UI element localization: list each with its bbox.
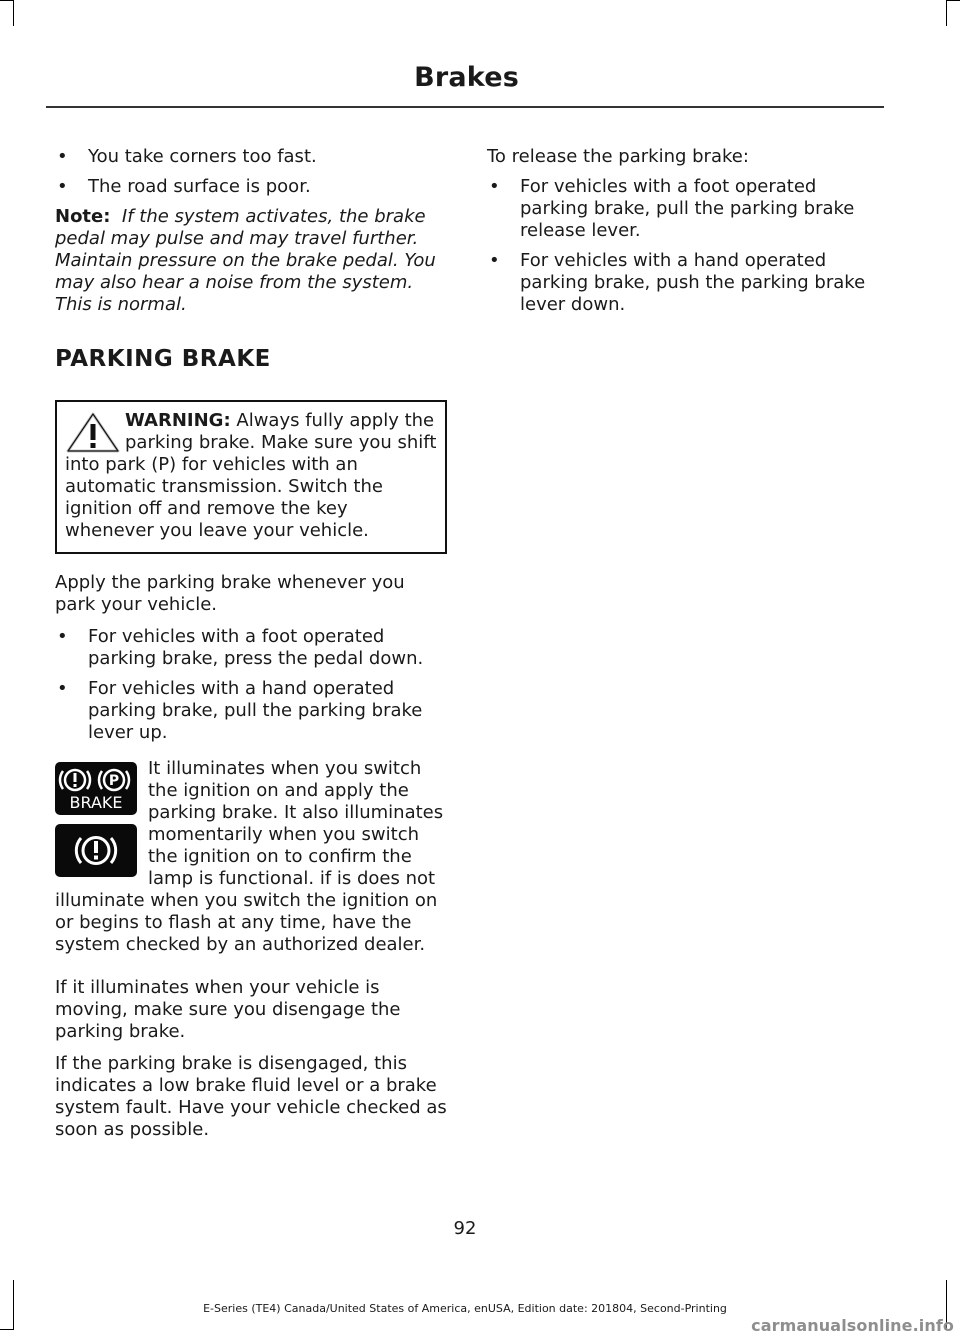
paragraph: If the parking brake is disengaged, this indicates a low brake fluid level or a brake system fault. Have your vehicle checked as soon as possible. <box>55 1053 447 1140</box>
list-item-text: For vehicles with a foot operated parking brake, press the pedal down. <box>88 626 424 669</box>
warning-text: Always fully apply the parking brake. Make sure you shift into park (P) for vehicles with an automatic transmission. Switch the ignition off and remove the key whenever you leave your vehicle. <box>65 410 437 541</box>
page-number: 92 <box>453 1218 477 1239</box>
list-item-text: You take corners too fast. <box>88 146 317 167</box>
list-item: • For vehicles with a hand operated parking brake, pull the parking brake lever up. <box>57 678 423 743</box>
warning-box <box>55 400 447 554</box>
warning-label: WARNING: <box>125 410 231 431</box>
list-item-text: For vehicles with a hand operated parking brake, push the parking brake lever down. <box>520 250 866 315</box>
edition-info: E-Series (TE4) Canada/United States of America, enUSA, Edition date: 201804, Second-Printing <box>203 1302 727 1315</box>
note <box>55 206 447 316</box>
paragraph: It illuminates when you switch the ignition on and apply the parking brake. It also illuminates momentarily when you switch the ignition on to confirm the lamp is functional. if is does not illuminate when you switch the ignition on or begins to flash at any time, have the system checked by an authorized dealer. <box>55 758 444 955</box>
crop-mark <box>13 0 14 26</box>
left-column <box>55 146 447 1151</box>
header-divider <box>46 106 884 108</box>
brake-system-warning-icon <box>55 824 137 877</box>
list-item-text: The road surface is poor. <box>88 176 311 197</box>
list-item: • You take corners too fast. <box>57 146 317 167</box>
crop-mark <box>0 0 14 1</box>
crop-mark <box>0 1329 14 1330</box>
warning-lamp-icons <box>55 762 138 886</box>
crop-mark <box>946 0 960 1</box>
list-item: • For vehicles with a foot operated parking brake, press the pedal down. <box>57 626 424 669</box>
list-item-text: For vehicles with a foot operated parking brake, pull the parking brake release lever. <box>520 176 855 241</box>
list-item: • For vehicles with a foot operated parking brake, pull the parking brake release lever. <box>489 176 855 241</box>
crop-mark <box>946 0 947 26</box>
list-item: • For vehicles with a hand operated parking brake, push the parking brake lever down. <box>489 250 866 315</box>
paragraph: If it illuminates when your vehicle is moving, make sure you disengage the parking brake. <box>55 977 401 1042</box>
paragraph: To release the parking brake: <box>487 146 749 167</box>
list-item-text: For vehicles with a hand operated parking brake, pull the parking brake lever up. <box>88 678 423 743</box>
warning-triangle-icon <box>65 411 121 453</box>
paragraph: Apply the parking brake whenever you park your vehicle. <box>55 572 405 615</box>
warning-lamp-section <box>55 758 447 956</box>
note-text: If the system activates, the brake pedal may pulse and may travel further. Maintain pressure on the brake pedal. You may also hear a noise from the system. This is normal. <box>55 206 436 315</box>
brake-warning-lamp-icon <box>55 762 137 815</box>
brake-lamp-label: BRAKE <box>69 793 123 812</box>
list-item: • The road surface is poor. <box>57 176 311 197</box>
watermark: carmanualsonline.info <box>751 1316 954 1335</box>
right-column <box>487 146 881 324</box>
note-label: Note: <box>55 206 111 227</box>
page-title: Brakes <box>414 62 519 93</box>
section-title: PARKING BRAKE <box>55 346 271 372</box>
svg-text:P: P <box>108 773 120 789</box>
